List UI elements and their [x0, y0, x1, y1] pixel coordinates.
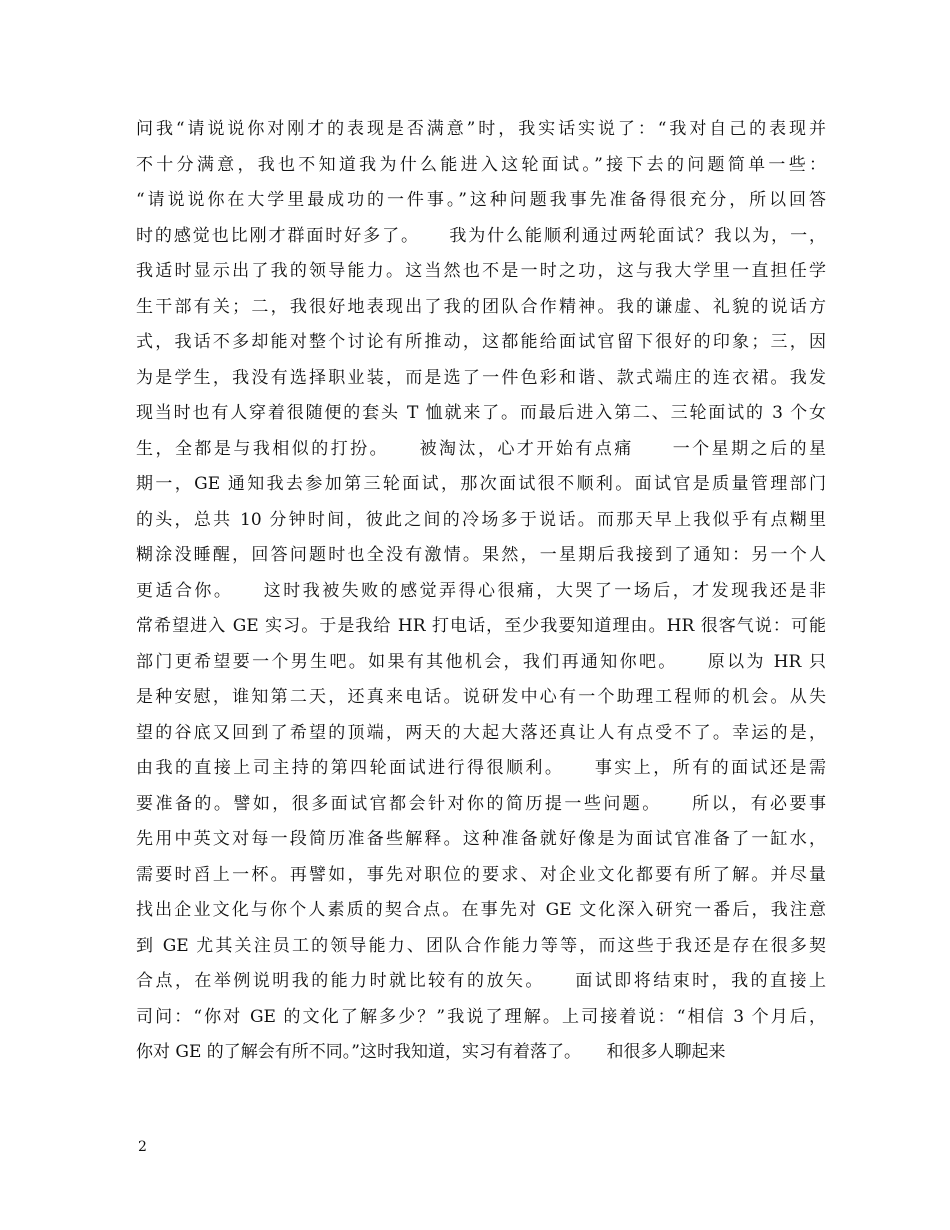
text-line: 的头，总共 10 分钟时间，彼此之间的冷场多于说话。而那天早上我似乎有点糊里	[136, 509, 826, 530]
page-number: 2	[138, 1139, 147, 1155]
text-line: 问我“请说说你对刚才的表现是否满意”时，我实话实说了：“我对自己的表现并	[136, 119, 826, 139]
text-line: 我适时显示出了我的领导能力。这当然也不是一时之功，这与我大学里一直担任学	[136, 261, 826, 281]
text-line: 合点，在举例说明我的能力时就比较有的放矢。 面试即将结束时，我的直接上	[136, 971, 826, 991]
body-text	[136, 112, 826, 1071]
text-line: “请说说你在大学里最成功的一件事。”这种问题我事先准备得很充分，所以回答	[136, 190, 826, 210]
text-line: 先用中英文对每一段简历准备些解释。这种准备就好像是为面试官准备了一缸水，	[136, 829, 826, 849]
text-line: 现当时也有人穿着很随便的套头 T 恤就来了。而最后进入第二、三轮面试的 3 个女	[136, 403, 826, 423]
text-line: 为是学生，我没有选择职业装，而是选了一件色彩和谐、款式端庄的连衣裙。我发	[136, 367, 826, 388]
text-line: 时的感觉也比刚才群面时好多了。 我为什么能顺利通过两轮面试？我以为，一，	[136, 225, 826, 246]
text-line: 糊涂没睡醒，回答问题时也全没有激情。果然，一星期后我接到了通知：另一个人	[136, 545, 826, 565]
text-line: 由我的直接上司主持的第四轮面试进行得很顺利。 事实上，所有的面试还是需	[136, 758, 826, 778]
text-line: 期一，GE 通知我去参加第三轮面试，那次面试很不顺利。面试官是质量管理部门	[136, 474, 826, 494]
text-line: 生干部有关；二，我很好地表现出了我的团队合作精神。我的谦虚、礼貌的说话方	[136, 296, 826, 317]
text-line: 找出企业文化与你个人素质的契合点。在事先对 GE 文化深入研究一番后，我注意	[136, 900, 826, 920]
text-line: 望的谷底又回到了希望的顶端，两天的大起大落还真让人有点受不了。幸运的是，	[136, 722, 826, 743]
text-line: 到 GE 尤其关注员工的领导能力、团队合作能力等等，而这些于我还是存在很多契	[136, 935, 826, 956]
text-line: 是种安慰，谁知第二天，还真来电话。说研发中心有一个助理工程师的机会。从失	[136, 687, 826, 707]
text-line: 要准备的。譬如，很多面试官都会针对你的简历提一些问题。 所以，有必要事	[136, 793, 826, 814]
text-line: 需要时舀上一杯。再譬如，事先对职位的要求、对企业文化都要有所了解。并尽量	[136, 864, 826, 885]
text-line: 部门更希望要一个男生吧。如果有其他机会，我们再通知你吧。 原以为 HR 只	[136, 651, 826, 672]
text-line: 你对 GE 的了解会有所不同。”这时我知道，实习有着落了。 和很多人聊起来	[136, 1042, 726, 1062]
text-line: 司问：“你对 GE 的文化了解多少？”我说了理解。上司接着说：“相信 3 个月后，	[136, 1006, 826, 1027]
text-line: 式，我话不多却能对整个讨论有所推动，这都能给面试官留下很好的印象；三，因	[136, 332, 826, 352]
text-line: 常希望进入 GE 实习。于是我给 HR 打电话，至少我要知道理由。HR 很客气说：可能	[136, 616, 826, 636]
text-line: 更适合你。 这时我被失败的感觉弄得心很痛，大哭了一场后，才发现我还是非	[136, 580, 826, 601]
text-line: 不十分满意，我也不知道我为什么能进入这轮面试。”接下去的问题简单一些：	[136, 154, 826, 175]
text-line: 生，全都是与我相似的打扮。 被淘汰，心才开始有点痛 一个星期之后的星	[136, 438, 826, 459]
